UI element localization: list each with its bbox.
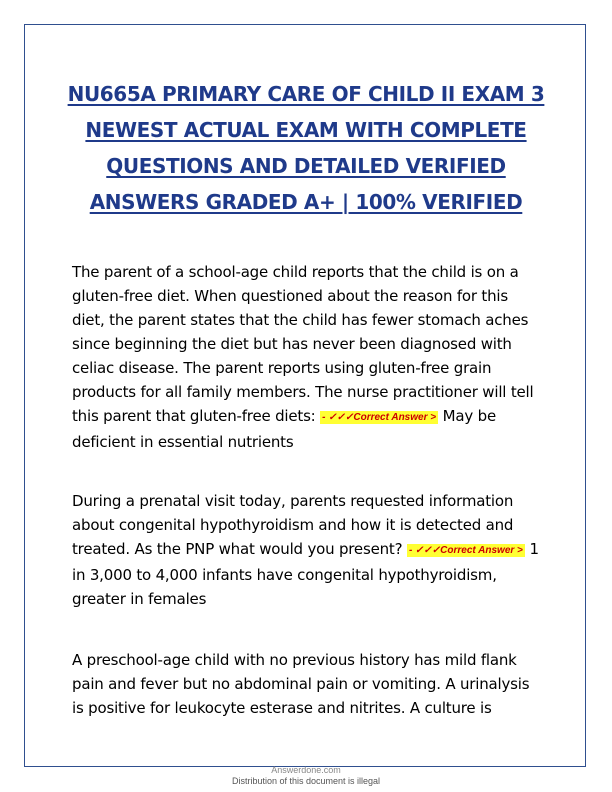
footer-notice: Distribution of this document is illegal xyxy=(231,776,381,786)
document-title: NU665A PRIMARY CARE OF CHILD II EXAM 3 NEWEST ACTUAL EXAM WITH COMPLETE QUESTIONS AND DETAILED VERIFIED ANSWERS GRADED A+ | 100% VERIFIED xyxy=(67,82,545,214)
footer-site: Answerdone.com xyxy=(271,765,341,775)
qa-item-3 xyxy=(72,648,542,720)
question-text-1: The parent of a school-age child reports that the child is on a gluten-free diet. When questioned about the reason for this diet, the parent states that the child has fewer stomach aches since beginning the diet but has never been diagnosed with celiac disease. The parent reports using gluten-free grain products for all family members. The nurse practitioner will tell this parent that gluten-free diets: xyxy=(72,263,534,425)
answer-text-1: May be deficient in essential nutrients xyxy=(72,407,497,451)
question-text-2: During a prenatal visit today, parents requested information about congenital hypothyroidism and how it is detected and treated. As the PNP what would you present? xyxy=(72,492,514,558)
answer-text-2: 1 in 3,000 to 4,000 infants have congenital hypothyroidism, greater in females xyxy=(72,540,539,608)
footer xyxy=(0,765,612,787)
qa-item-1 xyxy=(72,260,542,454)
correct-answer-marker-2: - ✓✓✓Correct Answer > xyxy=(408,545,523,556)
correct-answer-marker-1: - ✓✓✓Correct Answer > xyxy=(322,412,437,423)
qa-item-2 xyxy=(72,489,542,611)
question-text-3: A preschool-age child with no previous history has mild flank pain and fever but no abdominal pain or vomiting. A urinalysis is positive for leukocyte esterase and nitrites. A culture is xyxy=(72,651,530,717)
